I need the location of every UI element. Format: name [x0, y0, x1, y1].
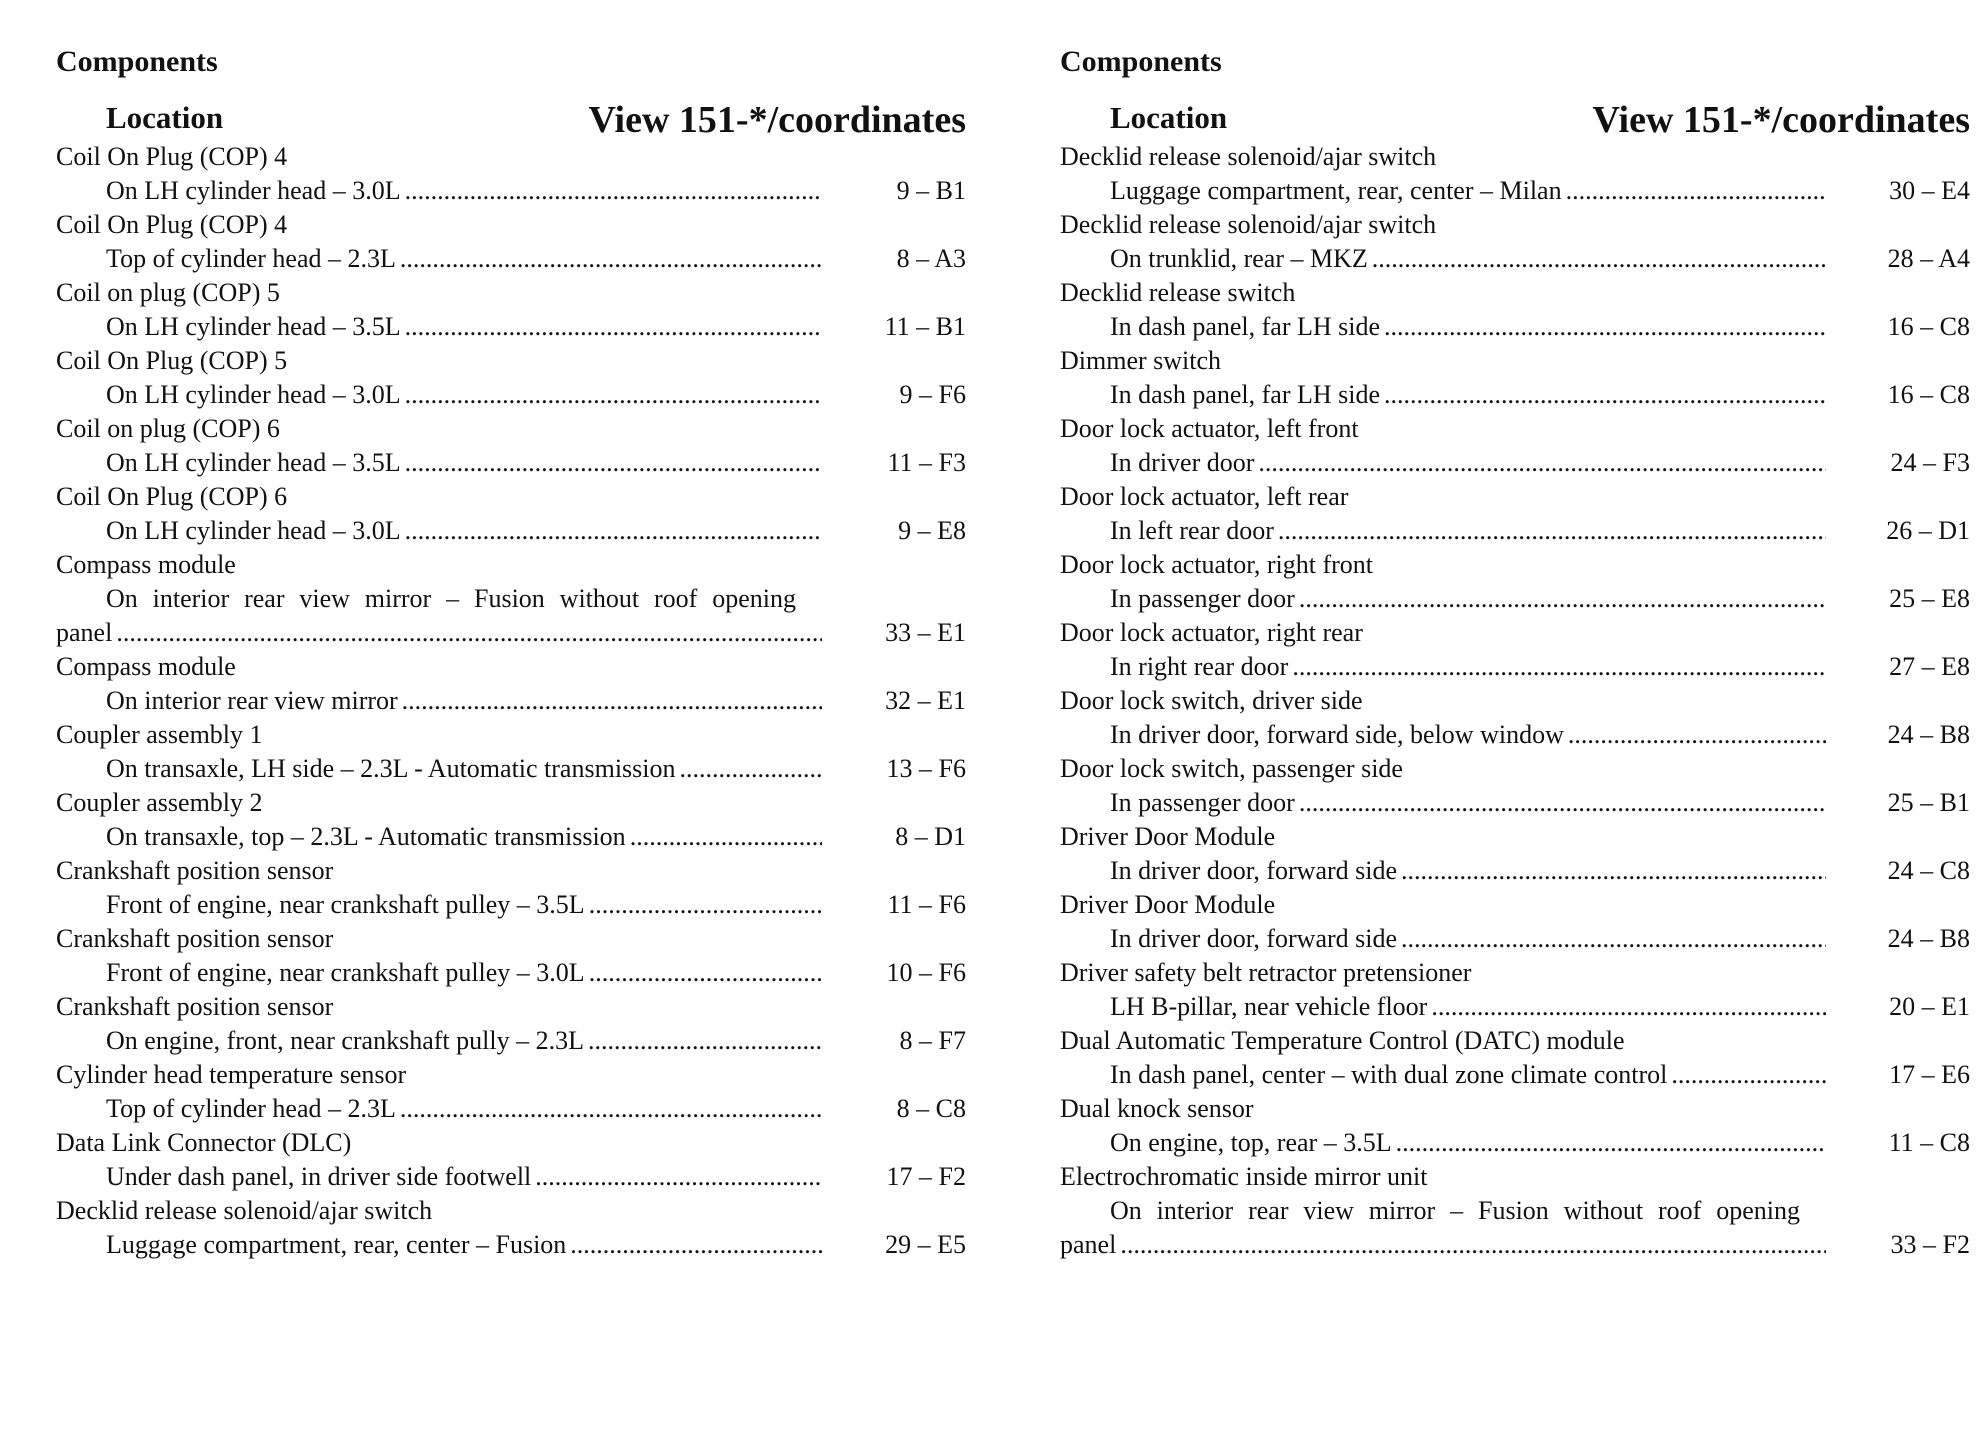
location-row [56, 1160, 966, 1194]
component-coordinate: 8 – C8 [896, 1094, 966, 1123]
component-location: On engine, front, near crankshaft pully – 2.3L [106, 1026, 584, 1055]
component-name: Decklid release solenoid/ajar switch [1060, 210, 1437, 239]
component-coordinate: 33 – E1 [885, 618, 966, 647]
component-location: In left rear door [1110, 516, 1274, 545]
component-location: In driver door [1110, 448, 1255, 477]
location-row [56, 1024, 966, 1058]
component-name: Coil On Plug (COP) 4 [56, 142, 288, 171]
location-row [1060, 990, 1970, 1024]
location-row [56, 310, 966, 344]
dot-leader [405, 174, 822, 208]
component-name: Crankshaft position sensor [56, 856, 334, 885]
component-name: Door lock actuator, right front [1060, 550, 1374, 579]
component-name: Coil on plug (COP) 6 [56, 414, 280, 443]
location-row [1060, 854, 1970, 888]
column-header [56, 98, 966, 141]
component-coordinate: 17 – F2 [886, 1162, 966, 1191]
dot-leader [1431, 990, 1826, 1024]
component-name: Dual Automatic Temperature Control (DATC) module [1060, 1026, 1625, 1055]
component-coordinate: 27 – E8 [1889, 652, 1970, 681]
component-entry [1060, 956, 1970, 1024]
column-header [1060, 98, 1970, 141]
component-name: Data Link Connector (DLC) [56, 1128, 352, 1157]
component-location: Top of cylinder head – 2.3L [106, 244, 396, 273]
component-location: On engine, top, rear – 3.5L [1110, 1128, 1392, 1157]
component-entry [56, 140, 966, 208]
dot-leader [402, 684, 822, 718]
component-name: Decklid release solenoid/ajar switch [56, 1196, 433, 1225]
component-coordinate: 33 – F2 [1890, 1230, 1970, 1259]
location-row [56, 684, 966, 718]
component-name: Coupler assembly 1 [56, 720, 263, 749]
component-name: Driver Door Module [1060, 822, 1276, 851]
component-entry [56, 412, 966, 480]
dot-leader [400, 242, 822, 276]
component-entry [56, 1058, 966, 1126]
component-coordinate: 24 – B8 [1887, 720, 1970, 749]
dot-leader [588, 1024, 822, 1058]
component-location: In passenger door [1110, 584, 1295, 613]
component-location: On trunklid, rear – MKZ [1110, 244, 1368, 273]
component-coordinate: 16 – C8 [1887, 380, 1970, 409]
component-location: On LH cylinder head – 3.0L [106, 516, 401, 545]
component-location: Luggage compartment, rear, center – Milan [1110, 176, 1562, 205]
component-location: On LH cylinder head – 3.0L [106, 380, 401, 409]
dot-leader [1568, 718, 1826, 752]
component-name: Coupler assembly 2 [56, 788, 263, 817]
component-name: Dimmer switch [1060, 346, 1222, 375]
component-coordinate: 9 – E8 [898, 516, 966, 545]
location-header: Location [1110, 100, 1228, 135]
component-entry [1060, 412, 1970, 480]
component-coordinate: 11 – C8 [1888, 1128, 1970, 1157]
location-row [1060, 650, 1970, 684]
component-entry [56, 480, 966, 548]
component-coordinate: 11 – F3 [887, 448, 966, 477]
component-location: On transaxle, LH side – 2.3L - Automatic transmission [106, 754, 676, 783]
component-coordinate: 24 – B8 [1887, 924, 1970, 953]
component-location-continued: panel [56, 618, 113, 647]
component-entry [56, 854, 966, 922]
component-entry [1060, 820, 1970, 888]
dot-leader [1120, 1228, 1826, 1262]
component-entry [56, 922, 966, 990]
dot-leader [1258, 446, 1826, 480]
dot-leader [116, 616, 822, 650]
component-coordinate: 32 – E1 [885, 686, 966, 715]
component-name: Door lock switch, passenger side [1060, 754, 1403, 783]
dot-leader [405, 378, 822, 412]
component-entry [1060, 616, 1970, 684]
component-coordinate: 20 – E1 [1889, 992, 1970, 1021]
location-row [56, 888, 966, 922]
location-row [1060, 514, 1970, 548]
component-location: In dash panel, far LH side [1110, 312, 1381, 341]
component-coordinate: 30 – E4 [1889, 176, 1970, 205]
component-entry [1060, 1160, 1970, 1262]
component-coordinate: 25 – B1 [1887, 788, 1970, 817]
component-coordinate: 8 – F7 [899, 1026, 966, 1055]
component-location: On transaxle, top – 2.3L - Automatic transmission [106, 822, 626, 851]
location-header: Location [106, 100, 224, 135]
component-entry [1060, 888, 1970, 956]
dot-leader [1401, 854, 1826, 888]
component-name: Crankshaft position sensor [56, 924, 334, 953]
component-name: Compass module [56, 652, 236, 681]
dot-leader [1401, 922, 1826, 956]
dot-leader [405, 310, 822, 344]
location-row [1060, 582, 1970, 616]
location-row [1060, 242, 1970, 276]
dot-leader [1299, 582, 1826, 616]
component-name: Decklid release solenoid/ajar switch [1060, 142, 1437, 171]
component-coordinate: 10 – F6 [886, 958, 966, 987]
location-row [56, 514, 966, 548]
dot-leader [570, 1228, 822, 1262]
component-name: Door lock actuator, left front [1060, 414, 1359, 443]
component-entry [56, 208, 966, 276]
location-row [56, 1092, 966, 1126]
component-name: Coil On Plug (COP) 6 [56, 482, 288, 511]
component-entry [1060, 548, 1970, 616]
component-entry [1060, 344, 1970, 412]
section-title: Components [1060, 45, 1222, 78]
component-coordinate: 26 – D1 [1886, 516, 1970, 545]
component-entry [1060, 140, 1970, 208]
location-row [1060, 446, 1970, 480]
dot-leader [630, 820, 822, 854]
dot-leader [589, 956, 822, 990]
location-row [1060, 1126, 1970, 1160]
component-coordinate: 17 – E6 [1889, 1060, 1970, 1089]
dot-leader [1384, 310, 1826, 344]
component-entry [56, 1126, 966, 1194]
component-name: Decklid release switch [1060, 278, 1296, 307]
coordinates-header: View 151-*/coordinates [1592, 99, 1970, 141]
component-entry [1060, 480, 1970, 548]
location-row [1060, 1058, 1970, 1092]
location-row [56, 616, 966, 650]
component-coordinate: 28 – A4 [1887, 244, 1970, 273]
dot-leader [1384, 378, 1826, 412]
component-location: On LH cylinder head – 3.0L [106, 176, 401, 205]
component-name: Coil on plug (COP) 5 [56, 278, 280, 307]
location-row [1060, 378, 1970, 412]
component-location: In driver door, forward side, below window [1110, 720, 1564, 749]
component-location: LH B-pillar, near vehicle floor [1110, 992, 1428, 1021]
dot-leader [1396, 1126, 1826, 1160]
component-location: Front of engine, near crankshaft pulley – 3.0L [106, 958, 585, 987]
component-location: On LH cylinder head – 3.5L [106, 448, 401, 477]
dot-leader [680, 752, 823, 786]
component-name: Crankshaft position sensor [56, 992, 334, 1021]
dot-leader [1671, 1058, 1826, 1092]
location-row [56, 446, 966, 480]
component-name: Driver Door Module [1060, 890, 1276, 919]
component-coordinate: 24 – C8 [1887, 856, 1970, 885]
component-entry [56, 276, 966, 344]
component-coordinate: 24 – F3 [1890, 448, 1970, 477]
location-row [56, 242, 966, 276]
component-name: Electrochromatic inside mirror unit [1060, 1162, 1428, 1191]
component-entry [1060, 752, 1970, 820]
component-location: On interior rear view mirror – Fusion without roof opening [1110, 1196, 1800, 1225]
dot-leader [535, 1160, 822, 1194]
left-column [56, 44, 966, 1262]
component-entry [56, 650, 966, 718]
component-location: On interior rear view mirror [106, 686, 398, 715]
section-title: Components [56, 45, 218, 78]
component-coordinate: 8 – A3 [896, 244, 966, 273]
component-entry [1060, 1024, 1970, 1092]
component-entry [1060, 208, 1970, 276]
right-column [1060, 44, 1970, 1262]
dot-leader [405, 514, 822, 548]
dot-leader [1292, 650, 1826, 684]
component-coordinate: 11 – F6 [887, 890, 966, 919]
component-entry [1060, 684, 1970, 752]
component-name: Door lock switch, driver side [1060, 686, 1363, 715]
location-row [1060, 718, 1970, 752]
location-row [56, 752, 966, 786]
component-coordinate: 13 – F6 [886, 754, 966, 783]
component-name: Cylinder head temperature sensor [56, 1060, 407, 1089]
component-entry [56, 718, 966, 786]
component-coordinate: 11 – B1 [884, 312, 966, 341]
component-coordinate: 25 – E8 [1889, 584, 1970, 613]
component-location: In dash panel, center – with dual zone climate control [1110, 1060, 1668, 1089]
component-location: Top of cylinder head – 2.3L [106, 1094, 396, 1123]
dot-leader [1372, 242, 1826, 276]
component-location: Luggage compartment, rear, center – Fusion [106, 1230, 567, 1259]
location-row [1060, 310, 1970, 344]
component-name: Coil On Plug (COP) 4 [56, 210, 288, 239]
component-name: Driver safety belt retractor pretensioner [1060, 958, 1472, 987]
dot-leader [400, 1092, 822, 1126]
component-location: In driver door, forward side [1110, 924, 1398, 953]
dot-leader [1299, 786, 1826, 820]
component-location: In passenger door [1110, 788, 1295, 817]
component-location: In right rear door [1110, 652, 1289, 681]
component-location: On interior rear view mirror – Fusion without roof opening [106, 584, 796, 613]
component-entry [1060, 276, 1970, 344]
location-row [1060, 174, 1970, 208]
location-row [1060, 922, 1970, 956]
location-row [56, 820, 966, 854]
component-location: Under dash panel, in driver side footwell [106, 1162, 532, 1191]
component-name: Door lock actuator, left rear [1060, 482, 1349, 511]
component-name: Door lock actuator, right rear [1060, 618, 1363, 647]
component-name: Compass module [56, 550, 236, 579]
component-entry [1060, 1092, 1970, 1160]
component-entry [56, 1194, 966, 1262]
dot-leader [1278, 514, 1826, 548]
location-row [56, 174, 966, 208]
component-coordinate: 9 – B1 [896, 176, 966, 205]
component-name: Dual knock sensor [1060, 1094, 1254, 1123]
component-location: In dash panel, far LH side [1110, 380, 1381, 409]
component-location: In driver door, forward side [1110, 856, 1398, 885]
dot-leader [589, 888, 822, 922]
component-name: Coil On Plug (COP) 5 [56, 346, 288, 375]
component-location: On LH cylinder head – 3.5L [106, 312, 401, 341]
location-row [56, 1228, 966, 1262]
location-row [1060, 786, 1970, 820]
component-entry [56, 344, 966, 412]
component-entry [56, 548, 966, 650]
component-entry [56, 990, 966, 1058]
location-row [56, 956, 966, 990]
component-location: Front of engine, near crankshaft pulley – 3.5L [106, 890, 585, 919]
dot-leader [1566, 174, 1826, 208]
location-row [1060, 1228, 1970, 1262]
component-coordinate: 16 – C8 [1887, 312, 1970, 341]
component-entry [56, 786, 966, 854]
component-coordinate: 9 – F6 [899, 380, 966, 409]
component-location-continued: panel [1060, 1230, 1117, 1259]
coordinates-header: View 151-*/coordinates [588, 99, 966, 141]
component-coordinate: 8 – D1 [895, 822, 966, 851]
location-row [56, 378, 966, 412]
component-coordinate: 29 – E5 [885, 1230, 966, 1259]
dot-leader [405, 446, 822, 480]
